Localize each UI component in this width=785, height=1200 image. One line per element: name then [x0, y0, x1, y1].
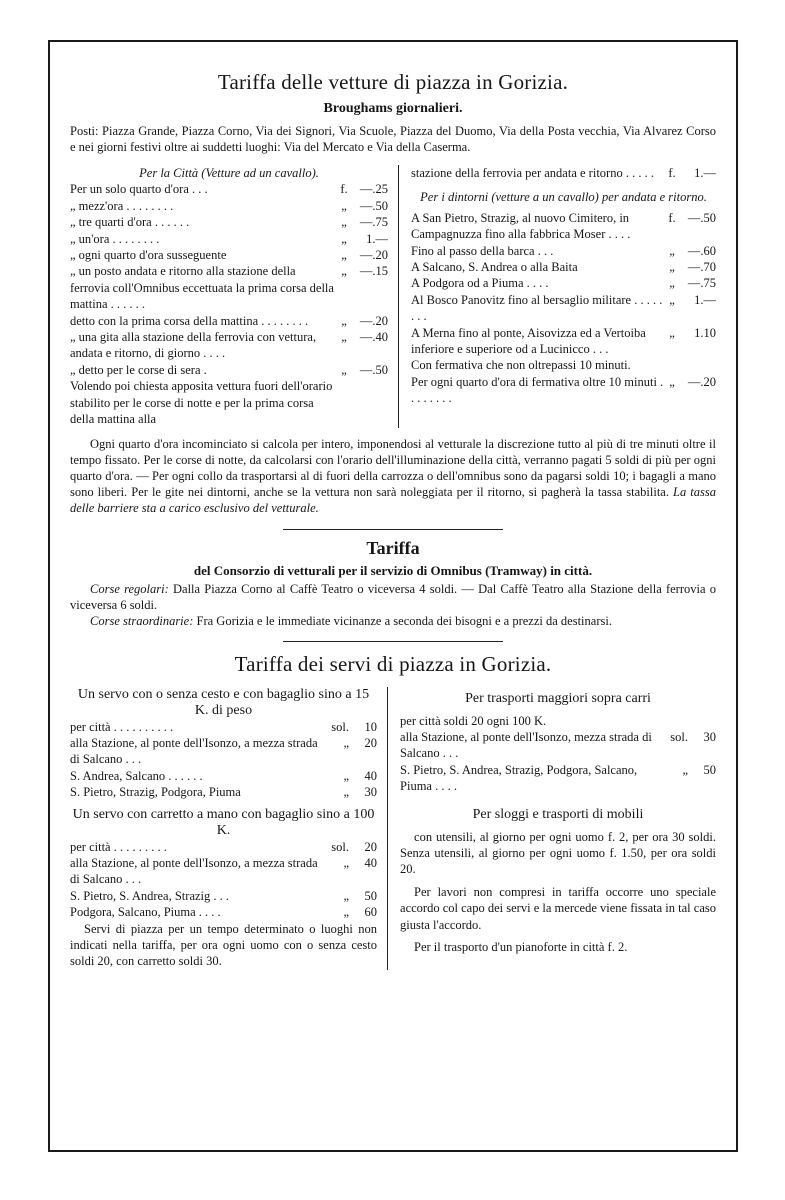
tariff-row-label: „ mezz'ora . . . . . . . . [70, 198, 174, 213]
tariff-row-unit: f. [668, 166, 676, 180]
lavori-paragraph: Per lavori non compresi in tariffa occorre uno speciale accordo col capo dei servi e la mercede viene fissata in tal caso giusta l'accordo. [400, 884, 716, 932]
tariff-row-label: Fino al passo della barca . . . [411, 243, 554, 258]
tariff-row [411, 259, 716, 275]
tariff-row-price: 10 [364, 719, 378, 734]
tariff-row-price: 40 [364, 855, 378, 870]
posti-paragraph: Posti: Piazza Grande, Piazza Corno, Via dei Signori, Via Scuole, Piazza del Duomo, Via della Posta vecchia, Via Alvarez Corso e nei giorni festivi oltre ai suddetti luoghi: Via del Mercato e Via della Caserma. [70, 124, 716, 154]
tariff-row [70, 263, 388, 312]
tariff-row-price: —.60 [687, 243, 716, 258]
tariff-row-unit: „ [343, 735, 350, 750]
servo-cesto-heading: Un servo con o senza cesto e con bagaglio sino a 15 K. di peso [77, 686, 370, 718]
tariff-row [70, 888, 377, 904]
tariff-row [411, 210, 716, 243]
tariff-row-unit: „ [341, 198, 347, 213]
tariff-row-price: 50 [703, 762, 716, 777]
tariff-row-label: A Salcano, S. Andrea o alla Baita [411, 260, 578, 275]
tariff-row [411, 165, 716, 181]
tariff-row-price: 50 [364, 888, 378, 903]
tariff-row-unit: „ [341, 362, 347, 377]
tariff-row-unit: sol. [331, 839, 350, 854]
tariff-row [70, 839, 377, 855]
tariff-row-unit: „ [343, 888, 350, 903]
tariff-row-label: per città . . . . . . . . . . [70, 719, 174, 734]
tariff-row [411, 292, 716, 325]
pianoforte-paragraph: Per il trasporto d'un pianoforte in città f. 2. [414, 939, 628, 954]
tariff-row-label: „ tre quarti d'ora . . . . . . [70, 215, 190, 230]
tariff-row-price: —.75 [359, 215, 388, 230]
tariff-row [411, 374, 716, 407]
trasporti-heading: Per trasporti maggiori sopra carri [465, 690, 651, 706]
tariff-row [70, 181, 388, 197]
city-column [70, 165, 398, 428]
tariff-row-label: stazione della ferrovia per andata e ritorno . . . . . [411, 166, 654, 180]
tariff-row-price: 1.— [694, 292, 716, 307]
tariff-row-label: alla Stazione, al ponte dell'Isonzo, a mezza strada di Salcano . . . [70, 735, 318, 767]
broughams-subtitle: Broughams giornalieri. [323, 101, 463, 116]
tariff-row-unit: „ [669, 374, 675, 389]
servi-title: Tariffa dei servi di piazza in Gorizia. [234, 651, 552, 676]
tariff-row [70, 214, 388, 230]
tariff-row-price: —.50 [359, 198, 388, 213]
tariff-row-unit: „ [341, 215, 347, 230]
tariff-row-label: S. Pietro, Strazig, Podgora, Piuma [70, 785, 241, 800]
tariff-row [411, 325, 716, 358]
divider [283, 529, 503, 530]
tariff-row-unit: „ [341, 330, 347, 345]
omnibus-subtitle: del Consorzio di vetturali per il servizio di Omnibus (Tramway) in città. [193, 562, 593, 578]
tariff-row [400, 729, 716, 762]
servi-tempo-paragraph: Servi di piazza per un tempo determinato o luoghi non indicati nella tariffa, per ora ogni uomo con o senza cesto soldi 20, con carretto soldi 30. [70, 921, 378, 969]
sloggi-paragraph: con utensili, al giorno per ogni uomo f. 2, per ora 30 soldi. Senza utensili, al giorno per ogni uomo f. 1.50, per ora soldi 20. [400, 829, 716, 877]
servi-columns [70, 687, 716, 970]
tariff-row [70, 904, 377, 920]
tariff-row-label: „ un'ora . . . . . . . . [70, 231, 160, 246]
note-text: Ogni quarto d'ora incominciato si calcola per intero, imponendosi al vetturale la discrezione tutto al più di tre minuti oltre il tempo fissato. Per le corse di notte, da calcolarsi con l'orario dell'illuminazione della città, verranno pagati 5 soldi di più per ogni quarto d'ora. — Per ogni collo da trasportarsi al di fuori della carrozza o dell'omnibus sono da pagarsi soldi 10; i bagagli a mano sono liberi. Per le gite nei dintorni, anche se la vettura non sarà noleggiata per il ritorno, si pagherà la tassa stabilita. [70, 436, 716, 500]
tariff-row-price: —.20 [359, 313, 388, 328]
tariff-row-label: S. Andrea, Salcano . . . . . . [70, 768, 203, 783]
tariff-row-label: A San Pietro, Strazig, al nuovo Cimitero, in Campagnuzza fino alla fabbrica Moser . . . . [411, 210, 631, 242]
tariff-row-label: S. Pietro, S. Andrea, Strazig . . . [70, 888, 230, 903]
tariff-row-price: —.50 [359, 362, 388, 377]
tariff-row [70, 855, 377, 888]
tariff-row-label: Per un solo quarto d'ora . . . [70, 182, 208, 197]
tariff-row-label: „ detto per le corse di sera . [70, 362, 207, 377]
corse-regolari [70, 581, 716, 613]
tariff-row-label: Per ogni quarto d'ora di fermativa oltre 10 minuti . . . . . . . . [411, 374, 664, 406]
tariff-row [70, 362, 388, 378]
tariff-row-label: Volendo poi chiesta apposita vettura fuori dell'orario stabilito per le corse di notte e per la prima corsa della mattina alla [70, 379, 333, 427]
tariff-row [70, 784, 377, 800]
servi-left-column [70, 687, 387, 970]
tariff-row-unit: „ [341, 231, 347, 246]
tariff-row-price: 40 [364, 768, 378, 783]
tariff-row-price: —.50 [687, 210, 716, 225]
trasporti-line: per città soldi 20 ogni 100 K. [400, 713, 547, 728]
tariff-row [70, 768, 377, 784]
tariff-row-price: —.70 [687, 260, 716, 275]
corse-straordinarie-text: Fra Gorizia e le immediate vicinanze a seconda dei bisogni e a prezzi da destinarsi. [196, 613, 612, 628]
tariff-row-price: 1.— [694, 166, 716, 180]
tariff-row-label: Podgora, Salcano, Piuma . . . . [70, 905, 221, 920]
tariff-row-price: —.20 [687, 374, 716, 389]
tariff-row-price: 60 [364, 905, 378, 920]
servi-right-column [387, 687, 716, 970]
tariff-row-unit: „ [341, 248, 347, 263]
tariff-row [411, 243, 716, 259]
tariff-row [70, 719, 377, 735]
tariff-row-price: 30 [703, 729, 716, 744]
page-title: Tariffa delle vetture di piazza in Gorizia. [217, 70, 569, 94]
tariff-row [400, 762, 716, 795]
tariff-row-label: A Podgora od a Piuma . . . . [411, 276, 549, 291]
tariff-row [70, 735, 377, 768]
tariff-row [70, 378, 388, 427]
tariff-row-price: —.15 [359, 264, 388, 279]
tariff-row-price: —.40 [359, 330, 388, 345]
tariff-row-unit: „ [343, 855, 350, 870]
tariff-row-unit: „ [669, 260, 675, 275]
divider [283, 641, 503, 642]
tariff-row-label: Al Bosco Panovitz fino al bersaglio militare . . . . . . . . [411, 292, 663, 324]
surroundings-column [398, 165, 716, 428]
tariff-row [70, 313, 388, 329]
tariff-row-label: „ un posto andata e ritorno alla stazione della ferrovia coll'Omnibus eccettuata la prima corsa della mattina . . . . . . [70, 264, 334, 312]
tariff-row-unit: sol. [331, 719, 350, 734]
tariff-row-unit: f. [668, 210, 676, 225]
tariff-row-price: 1.10 [694, 325, 716, 340]
tariff-row-label: alla Stazione, al ponte dell'Isonzo, a mezza strada di Salcano . . . [70, 855, 318, 887]
tariff-row-price: 30 [364, 785, 378, 800]
tariff-row-label: per città . . . . . . . . . [70, 839, 167, 854]
tariff-row-unit: „ [341, 264, 347, 279]
tariff-row-price: 20 [364, 735, 378, 750]
tariff-row-label: detto con la prima corsa della mattina . . . . . . . . [70, 313, 309, 328]
tariff-row [70, 329, 388, 362]
tariff-row-label: „ ogni quarto d'ora susseguente [70, 248, 227, 263]
vetture-note [70, 436, 716, 517]
corse-regolari-label: Corse regolari: [90, 581, 169, 596]
tariff-row-unit: „ [682, 762, 688, 777]
tariff-row-label: Con fermativa che non oltrepassi 10 minuti. [411, 358, 631, 373]
tariff-row-unit: „ [341, 313, 347, 328]
tariff-row [411, 357, 716, 373]
tariff-row [70, 231, 388, 247]
tariff-row-label: „ una gita alla stazione della ferrovia con vettura, andata e ritorno, di giorno . . . . [70, 330, 317, 361]
tariff-row [411, 275, 716, 291]
note-italic: La tassa delle barriere sta a carico esclusivo del vetturale. [70, 485, 716, 516]
tariff-row-unit: „ [669, 325, 675, 340]
tariff-page [48, 40, 738, 1152]
tariff-row-price: —.75 [687, 276, 716, 291]
tariff-row-unit: sol. [670, 729, 688, 744]
tariff-row-label: A Merna fino al ponte, Aisovizza ed a Vertoiba inferiore e superiore od a Lucinicco . . . [411, 325, 646, 357]
corse-straordinarie-label: Corse straordinarie: [90, 613, 194, 628]
tariff-row-label: alla Stazione, al ponte dell'Isonzo, mezza strada di Salcano . . . [400, 729, 652, 761]
tariff-row-unit: „ [669, 276, 675, 291]
tariff-row-unit: „ [343, 905, 350, 920]
tariff-row-unit: „ [669, 243, 675, 258]
corse-regolari-text: Dalla Piazza Corno al Caffè Teatro o viceversa 4 soldi. — Dal Caffè Teatro alla Stazione della ferrovia o viceversa 6 soldi. [70, 581, 716, 612]
servo-carretto-heading: Un servo con carretto a mano con bagaglio sino a 100 K. [72, 806, 375, 838]
tariff-row-unit: „ [343, 768, 350, 783]
tariff-row [70, 198, 388, 214]
tariff-row-price: —.25 [359, 182, 388, 197]
omnibus-title: Tariffa [366, 537, 420, 558]
tariff-row-price: —.20 [359, 248, 388, 263]
tariff-row [70, 247, 388, 263]
surroundings-heading: Per i dintorni (vetture a un cavallo) per andata e ritorno. [420, 190, 707, 205]
tariff-row-label: S. Pietro, S. Andrea, Strazig, Podgora, Salcano, Piuma . . . . [400, 762, 638, 794]
tariff-row-unit: f. [340, 182, 348, 197]
tariff-row-price: 1.— [366, 231, 388, 246]
corse-straordinarie [70, 613, 716, 629]
city-heading: Per la Città (Vetture ad un cavallo). [139, 166, 319, 180]
tariff-row-price: 20 [364, 839, 378, 854]
tariff-row-unit: „ [669, 292, 675, 307]
sloggi-heading: Per sloggi e trasporti di mobili [472, 806, 644, 822]
tariff-row-unit: „ [343, 785, 350, 800]
vetture-columns [70, 165, 716, 428]
